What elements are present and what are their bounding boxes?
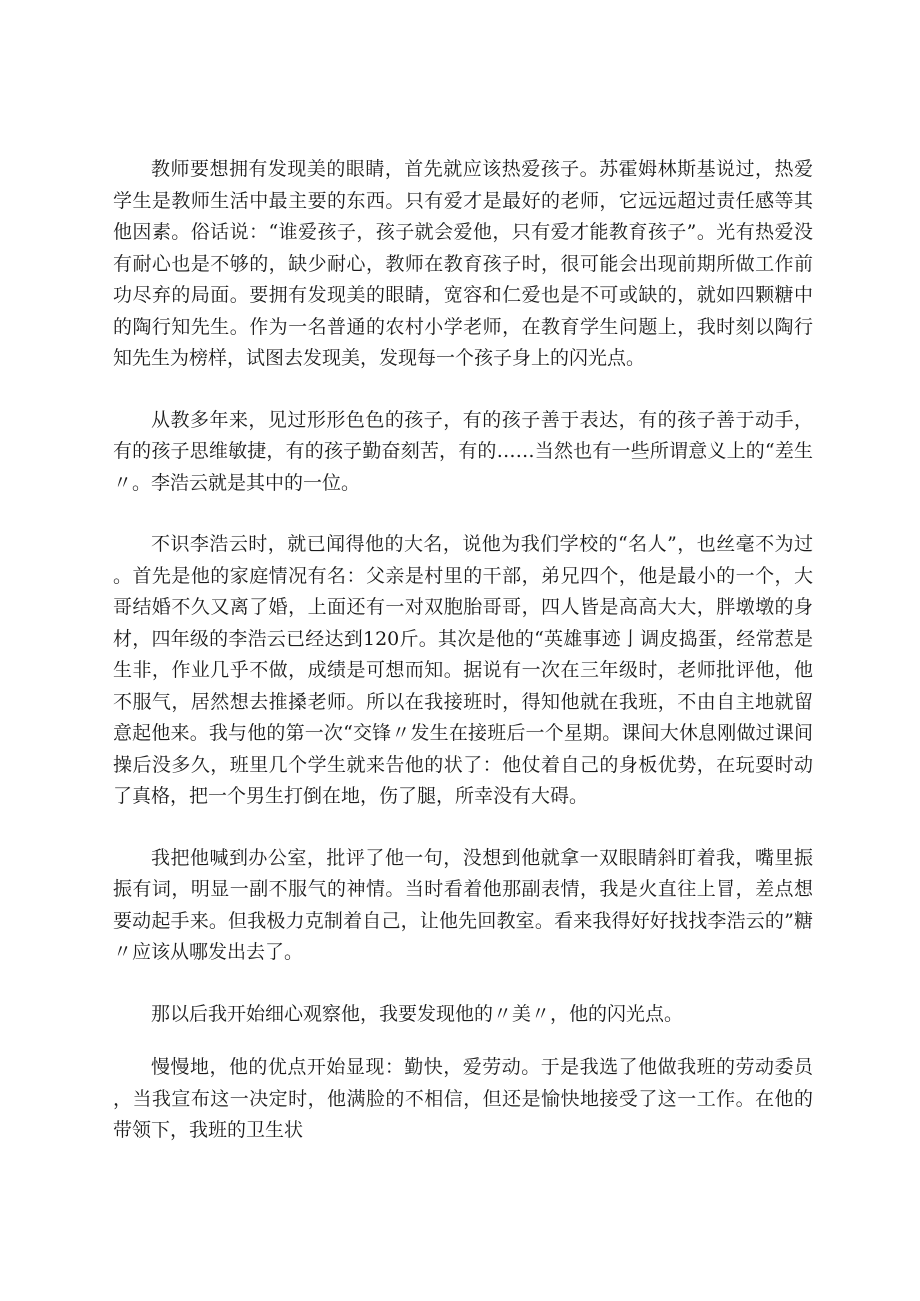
paragraph-2: 从教多年来，见过形形色色的孩子，有的孩子善于表达，有的孩子善于动手，有的孩子思维敏捷，有的孩子勤奋刻苦，有的……当然也有一些所谓意义上的“差生〃。李浩云就是其中的一位。 (113, 408, 813, 494)
paragraph-5: 那以后我开始细心观察他，我要发现他的〃美〃，他的闪光点。 (151, 1002, 684, 1025)
paragraph-4: 我把他喊到办公室，批评了他一句，没想到他就拿一双眼睛斜盯着我，嘴里振振有词，明显一副不服气的神情。当时看着他那副表情，我是火直往上冒，差点想要动起手来。但我极力克制着自己，让他先回教室。看来我得好好找找李浩云的”糖〃应该从哪发出去了。 (113, 846, 813, 963)
paragraph-6: 慢慢地，他的优点开始显现：勤快，爱劳动。于是我选了他做我班的劳动委员，当我宣布这一决定时，他满脸的不相信，但还是愉快地接受了这一工作。在他的带领下，我班的卫生状 (113, 1056, 813, 1141)
paragraph-3: 不识李浩云时，就已闻得他的大名，说他为我们学校的“名人”，也丝毫不为过。首先是他的家庭情况有名：父亲是村里的干部，弟兄四个，他是最小的一个，大哥结婚不久又离了婚，上面还有一对双胞胎哥哥，四人皆是高高大大，胖墩墩的身材，四年级的李浩云已经达到120斤。其次是他的“英雄事迹亅调皮捣蛋，经常惹是生非，作业几乎不做，成绩是可想而知。据说有一次在三年级时，老师批评他，他不服气，居然想去推搡老师。所以在我接班时，得知他就在我班，不由自主地就留意起他来。我与他的第一次“交锋〃发生在接班后一个星期。课间大休息刚做过课间操后没多久，班里几个学生就来告他的状了：他仗着自己的身板优势，在玩耍时动了真格，把一个男生打倒在地，伤了腿，所幸没有大碍。 (113, 533, 813, 807)
document-body (113, 154, 813, 1147)
paragraph-1: 教师要想拥有发现美的眼睛，首先就应该热爱孩子。苏霍姆林斯基说过，热爱学生是教师生活中最主要的东西。只有爱才是最好的老师，它远远超过责任感等其他因素。俗话说：“谁爱孩子，孩子就会爱他，只有爱才能教育孩子”。光有热爱没有耐心也是不够的，缺少耐心，教师在教育孩子时，很可能会出现前期所做工作前功尽弃的局面。要拥有发现美的眼睛，宽容和仁爱也是不可或缺的，就如四颗糖中的陶行知先生。作为一名普通的农村小学老师，在教育学生问题上，我时刻以陶行知先生为榜样，试图去发现美，发现每一个孩子身上的闪光点。 (113, 158, 813, 369)
